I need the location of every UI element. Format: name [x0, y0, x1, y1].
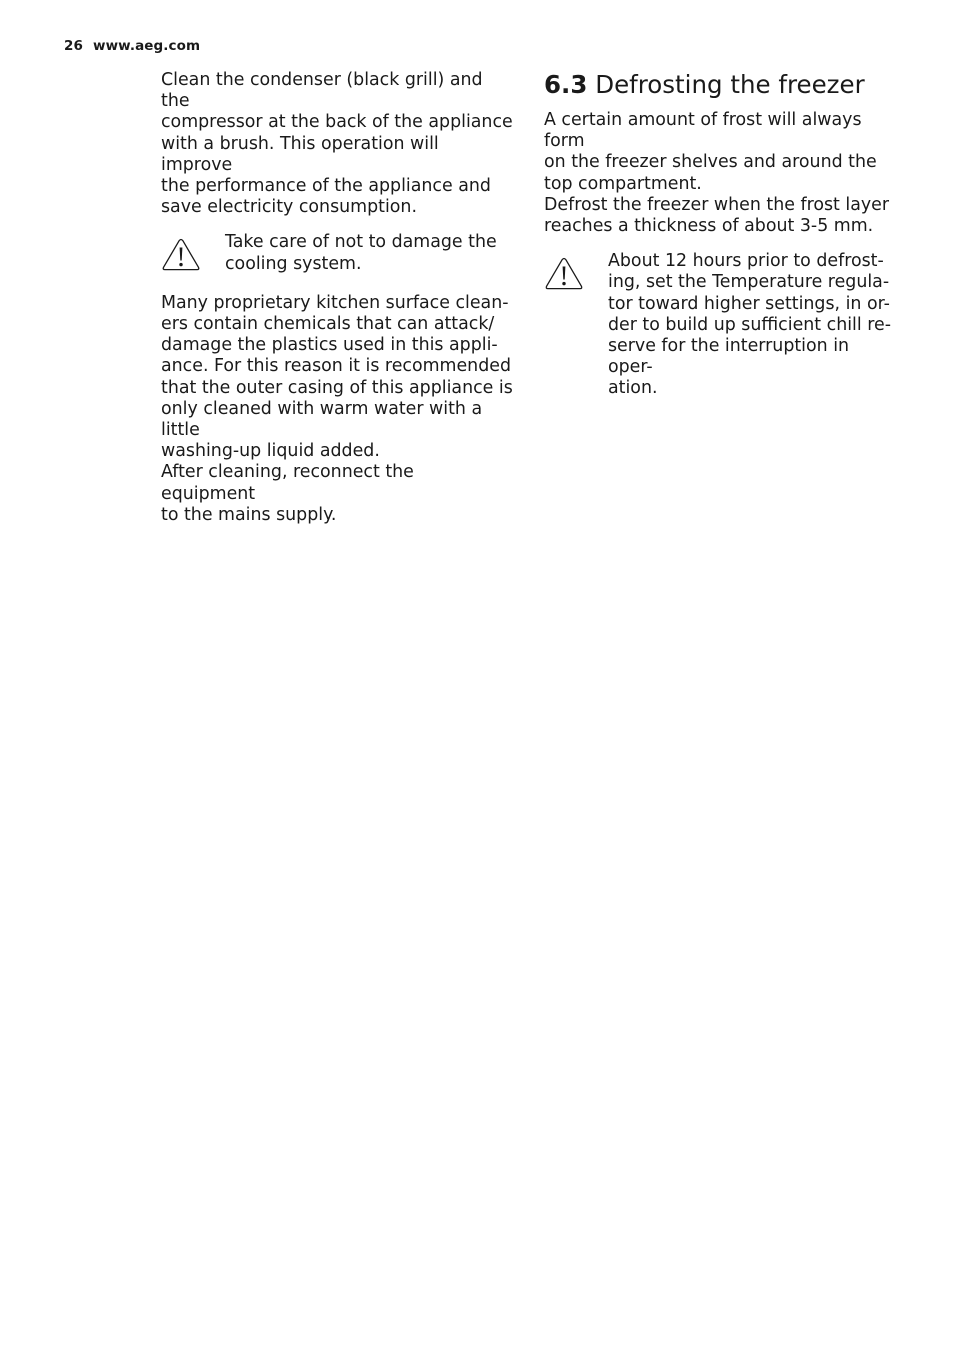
page-header	[64, 38, 200, 54]
text-line: tor toward higher settings, in or-	[608, 293, 890, 314]
left-column	[161, 70, 513, 526]
warning-triangle-icon	[544, 256, 584, 292]
text-line: Many proprietary kitchen surface clean-	[161, 292, 509, 313]
text-line: serve for the interruption in oper-	[608, 336, 850, 378]
text-line: ation.	[608, 378, 658, 399]
text-line: About 12 hours prior to defrost-	[608, 251, 884, 272]
text-line: ers contain chemicals that can attack/	[161, 314, 495, 335]
warning-triangle-icon	[161, 237, 201, 273]
warning-text	[225, 232, 497, 274]
defrost-warning	[544, 251, 898, 399]
section-heading	[544, 70, 898, 100]
section-title: Defrosting the freezer	[595, 70, 865, 99]
text-line: save electricity consumption.	[161, 197, 417, 218]
text-line: der to build up sufficient chill re-	[608, 314, 891, 335]
text-line: Take care of not to damage the	[225, 232, 497, 253]
cooling-system-warning	[161, 232, 513, 274]
text-line: washing-up liquid added.	[161, 441, 380, 462]
website-link[interactable]: www.aeg.com	[93, 38, 201, 54]
right-column	[544, 70, 898, 400]
text-line: that the outer casing of this appliance is	[161, 377, 513, 398]
section-number: 6.3	[544, 70, 588, 99]
page-number: 26	[64, 38, 83, 54]
text-line: damage the plastics used in this appli-	[161, 335, 498, 356]
text-line: After cleaning, reconnect the equipment	[161, 462, 414, 504]
text-line: to the mains supply.	[161, 504, 337, 525]
text-line: Defrost the freezer when the frost layer	[544, 194, 890, 215]
text-line: the performance of the appliance and	[161, 176, 491, 197]
text-line: on the freezer shelves and around the	[544, 152, 877, 173]
defrost-intro-paragraph	[544, 110, 898, 237]
casing-cleaning-paragraph	[161, 293, 513, 526]
text-line: ing, set the Temperature regula-	[608, 272, 890, 293]
text-line: reaches a thickness of about 3-5 mm.	[544, 216, 874, 237]
text-line: only cleaned with warm water with a little	[161, 398, 483, 441]
text-line: ance. For this reason it is recommended	[161, 356, 511, 377]
text-line: cooling system.	[225, 253, 362, 274]
condenser-cleaning-paragraph	[161, 70, 513, 218]
text-line: Clean the condenser (black grill) and the	[161, 70, 483, 112]
warning-text	[608, 251, 898, 399]
text-line: top compartment.	[544, 173, 702, 194]
text-line: with a brush. This operation will improve	[161, 133, 439, 175]
text-line: compressor at the back of the appliance	[161, 112, 513, 133]
text-line: A certain amount of frost will always form	[544, 110, 862, 152]
